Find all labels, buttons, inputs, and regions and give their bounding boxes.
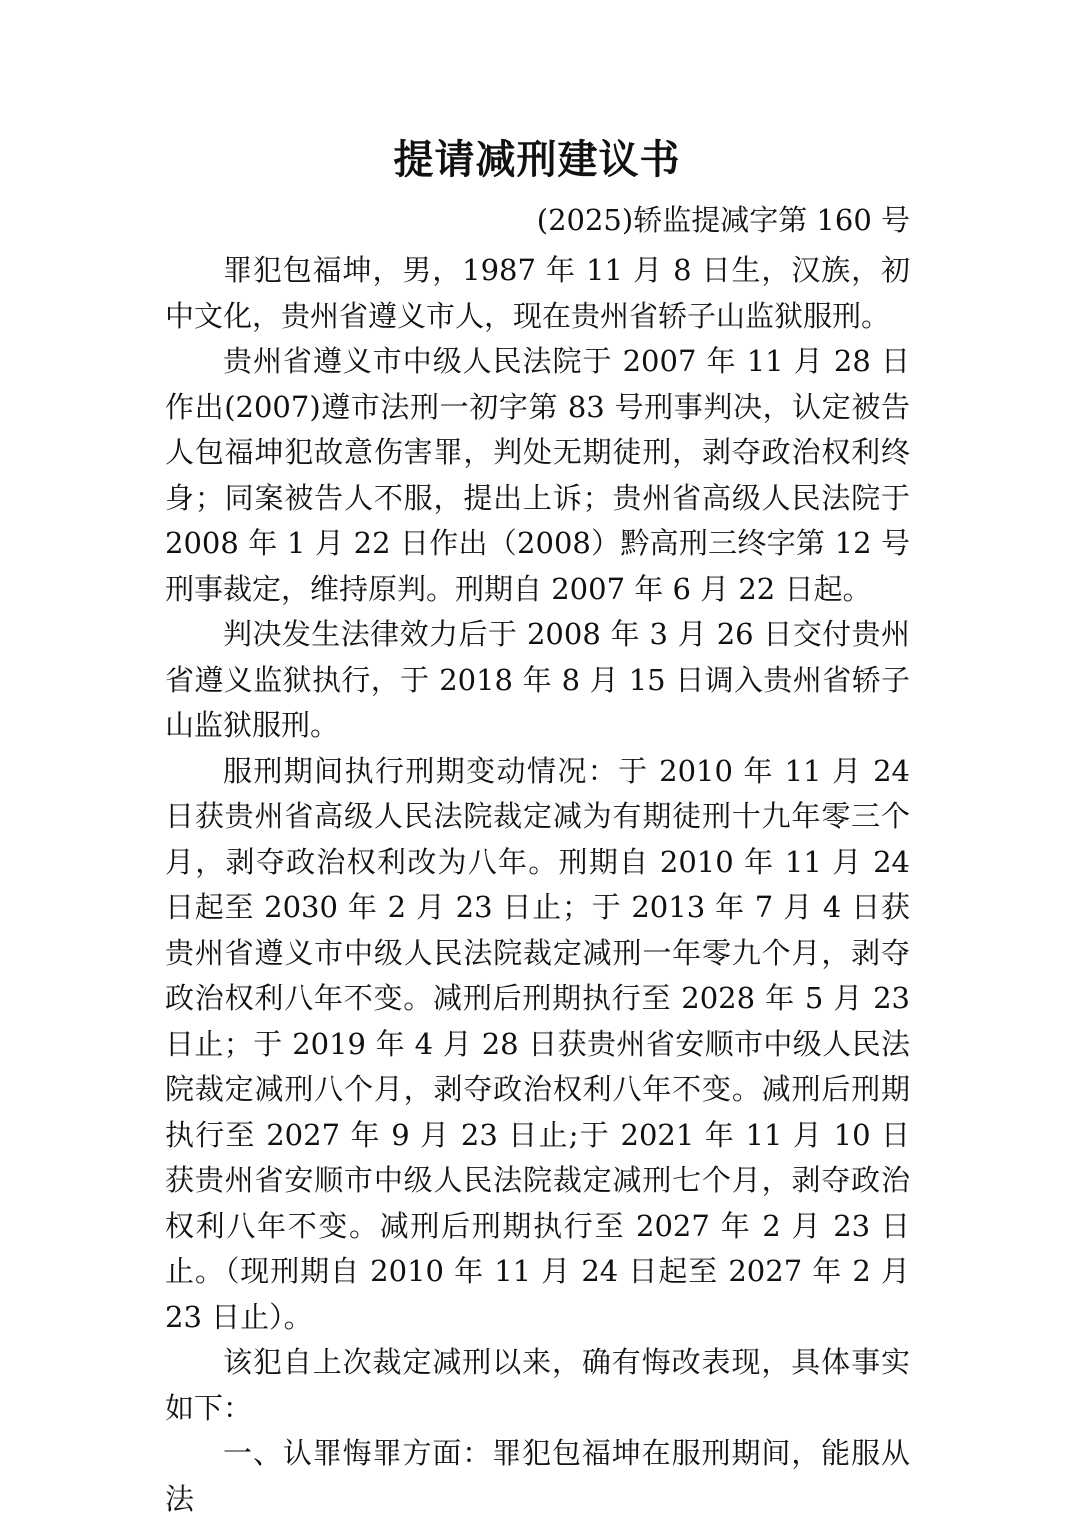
paragraph-execution-transfer: 判决发生法律效力后于 2008 年 3 月 26 日交付贵州省遵义监狱执行，于 2018 年 8 月 15 日调入贵州省轿子山监狱服刑。 — [165, 617, 910, 742]
document-body — [165, 248, 910, 1522]
document-title: 提请减刑建议书 — [393, 136, 681, 183]
paragraph-original-judgment: 贵州省遵义市中级人民法院于 2007 年 11 月 28 日作出(2007)遵市法刑一初字第 83 号刑事判决，认定被告人包福坤犯故意伤害罪，判处无期徒刑，剥夺政治权利终身；同案被告人不服，提出上诉；贵州省高级人民法院于 2008 年 1 月 22 日作出（2008）黔高刑三终字第 12 号刑事裁定，维持原判。刑期自 2007 年 6 月 22 日起。 — [165, 344, 910, 606]
paragraph-repentance-intro: 该犯自上次裁定减刑以来，确有悔改表现，具体事实如下： — [165, 1345, 910, 1425]
paragraph-criminal-info: 罪犯包福坤，男，1987 年 11 月 8 日生，汉族，初中文化，贵州省遵义市人，现在贵州省轿子山监狱服刑。 — [165, 253, 910, 333]
paragraph-section-one: 一、认罪悔罪方面：罪犯包福坤在服刑期间，能服从法 — [165, 1436, 910, 1516]
paragraph-sentence-changes: 服刑期间执行刑期变动情况：于 2010 年 11 月 24 日获贵州省高级人民法院裁定减为有期徒刑十九年零三个月，剥夺政治权利改为八年。刑期自 2010 年 11 月 24 日起至 2030 年 2 月 23 日止；于 2013 年 7 月 4 日获贵州省遵义市中级人民法院裁定减刑一年零九个月，剥夺政治权利八年不变。减刑后刑期执行至 2028 年 5 月 23 日止；于 2019 年 4 月 28 日获贵州省安顺市中级人民法院裁定减刑八个月，剥夺政治权利八年不变。减刑后刑期执行至 2027 年 9 月 23 日止;于 2021 年 11 月 10 日获贵州省安顺市中级人民法院裁定减刑七个月，剥夺政治权利八年不变。减刑后刑期执行至 2027 年 2 月 23 日止。（现刑期自 2010 年 11 月 24 日起至 2027 年 2 月 23 日止）。 — [165, 753, 910, 1334]
document-number: (2025)轿监提减字第 160 号 — [536, 203, 910, 237]
